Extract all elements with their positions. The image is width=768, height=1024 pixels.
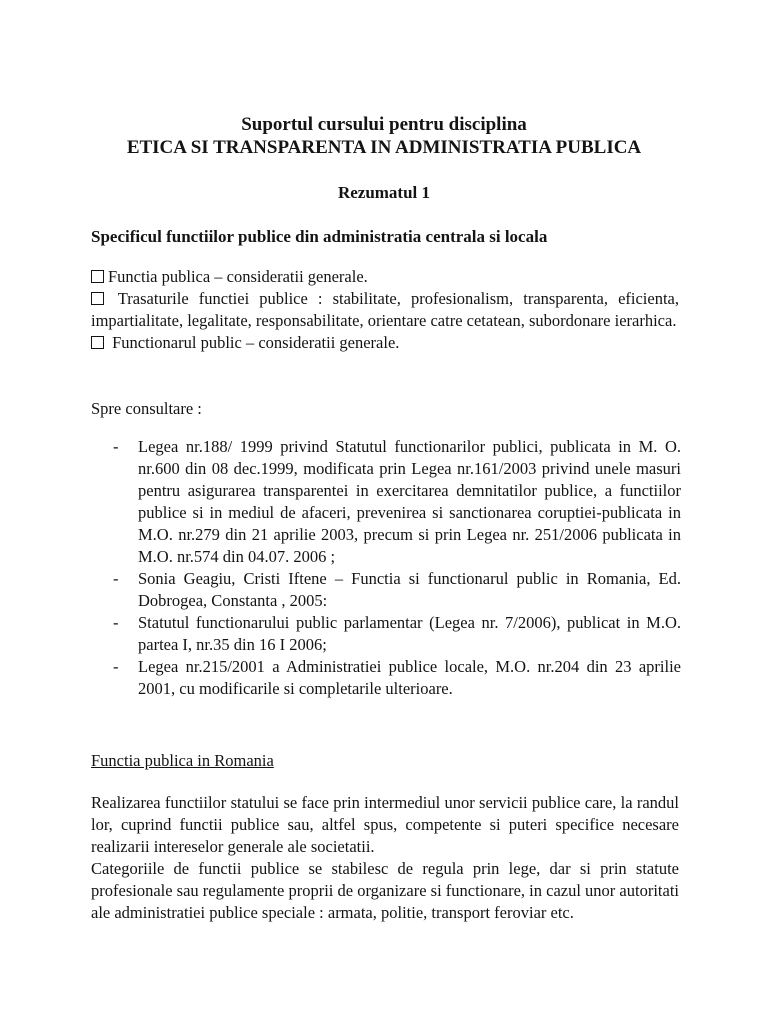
discipline-title: ETICA SI TRANSPARENTA IN ADMINISTRATIA PUBLICA (126, 137, 642, 158)
subsection-heading: Functia publica in Romania (91, 751, 274, 770)
body-paragraphs (91, 792, 679, 924)
reference-list (91, 436, 681, 700)
topic-text: Functia publica – consideratii generale. (108, 267, 368, 286)
empty-checkbox-icon (91, 270, 104, 283)
course-support-title: Suportul cursului pentru disciplina (241, 114, 527, 135)
paragraph: Categoriile de functii publice se stabilesc de regula prin lege, dar si prin statute profesionale sau regulamente proprii de organizare si functionare, in cazul unor autoritati ale administratiei publice speciale : armata, politie, transport feroviar etc. (91, 859, 679, 922)
reference-item (91, 656, 681, 700)
empty-checkbox-icon (91, 292, 104, 305)
paragraph: Realizarea functiilor statului se face prin intermediul unor servicii publice care, la randul lor, cuprind functii publice sau, altfel spus, competente si puteri specifice necesare realizarii intereselor generale ale societatii. (91, 793, 679, 856)
list-dash: - (113, 657, 119, 676)
list-dash: - (113, 437, 119, 456)
reference-text: Legea nr.188/ 1999 privind Statutul functionarilor publici, publicata in M. O. nr.600 din 08 dec.1999, modificata prin Legea nr.161/2003 privind unele masuri pentru asigurarea transparentei in exercitarea demnitatilor publice, a functiilor publice si in mediul de afaceri, prevenirea si sanctionarea coruptiei-publicata in M.O. nr.279 din 21 aprilie 2003, precum si prin Legea nr. 251/2006 publicata in M.O. nr.574 din 04.07. 2006 ; (138, 437, 681, 566)
reference-text: Legea nr.215/2001 a Administratiei publice locale, M.O. nr.204 din 23 aprilie 2001, cu modificarile si completarile ulterioare. (138, 657, 681, 698)
reference-item (91, 568, 681, 612)
topic-item (91, 288, 679, 332)
reference-item (91, 436, 681, 568)
topic-item (91, 266, 679, 288)
topic-item (91, 332, 679, 354)
section-heading: Specificul functiilor publice din administratia centrala si locala (91, 227, 548, 246)
summary-heading: Rezumatul 1 (337, 183, 431, 202)
consult-label: Spre consultare : (91, 399, 202, 418)
empty-checkbox-icon (91, 336, 104, 349)
reference-text: Sonia Geagiu, Cristi Iftene – Functia si functionarul public in Romania, Ed. Dobrogea, Constanta , 2005: (138, 569, 681, 610)
list-dash: - (113, 569, 119, 588)
topic-text: Trasaturile functiei publice : stabilitate, profesionalism, transparenta, eficienta, impartialitate, legalitate, responsabilitate, orientare catre cetatean, subordonare ierarhica. (91, 289, 679, 330)
topic-text: Functionarul public – consideratii generale. (112, 333, 400, 352)
list-dash: - (113, 613, 119, 632)
reference-item (91, 612, 681, 656)
reference-text: Statutul functionarului public parlamentar (Legea nr. 7/2006), publicat in M.O. partea I, nr.35 din 16 I 2006; (138, 613, 681, 654)
topic-list (91, 266, 679, 354)
